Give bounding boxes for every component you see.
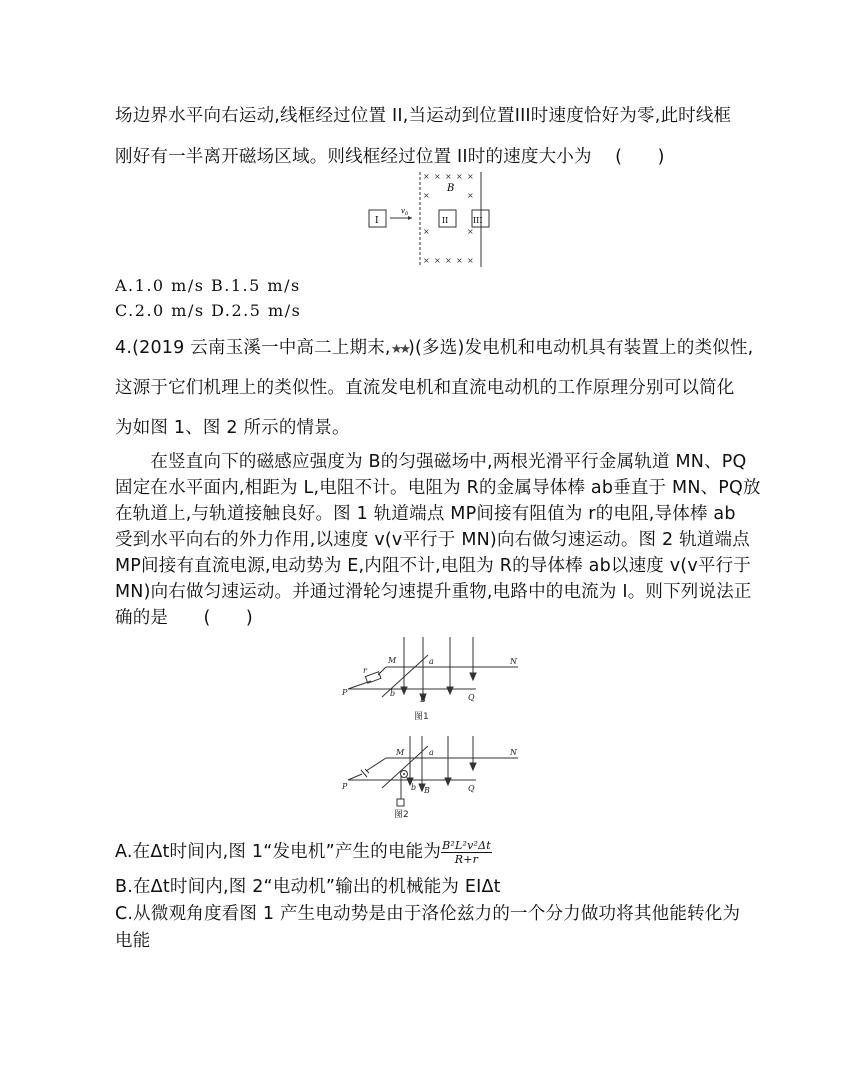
svg-text:×: ×	[423, 172, 430, 181]
resistor-r	[365, 672, 381, 683]
q4-para-line: MP间接有直流电源,电动势为 E,内阻不计,电阻为 R的导体棒 ab以速度 v(v平行于	[115, 556, 751, 576]
figure-2-motor	[338, 733, 528, 823]
q3-line1: 场边界水平向右运动,线框经过位置 II,当运动到位置III时速度恰好为零,此时线框	[115, 106, 732, 126]
svg-text:×: ×	[434, 172, 441, 181]
label-III: III	[473, 216, 483, 225]
figure-1-generator	[338, 632, 528, 727]
svg-text:×: ×	[423, 256, 430, 265]
svg-text:×: ×	[456, 172, 463, 181]
q4-option-b: B.在Δt时间内,图 2“电动机”输出的机械能为 EIΔt	[115, 877, 501, 897]
label-M: M	[396, 748, 405, 757]
label-b: b	[411, 783, 417, 792]
svg-text:×: ×	[456, 256, 463, 265]
svg-text:×: ×	[423, 191, 430, 200]
svg-text:×: ×	[434, 256, 441, 265]
figure-1-caption: 图1	[414, 712, 429, 722]
label-I: I	[375, 216, 379, 226]
svg-text:×: ×	[445, 256, 452, 265]
q4-para-line: 确的是 ( )	[115, 608, 253, 628]
label-N: N	[510, 748, 517, 757]
label-M: M	[388, 656, 397, 665]
q3-option-ab: A.1.0 m/s B.1.5 m/s	[115, 276, 301, 295]
label-P: P	[342, 782, 348, 791]
q4-line2: 这源于它们机理上的类似性。直流发电机和直流电动机的工作原理分别可以简化	[115, 378, 735, 398]
label-b: b	[390, 689, 396, 698]
svg-text:×: ×	[467, 256, 474, 265]
q4-option-a: A.在Δt时间内,图 1“发电机”产生的电能为 $\frac{\text{B²L²v²Δt}}{R+r}$	[115, 838, 491, 866]
svg-text:×: ×	[467, 227, 474, 236]
weight-block	[397, 799, 404, 806]
svg-text:×: ×	[423, 227, 430, 236]
label-r: r	[363, 666, 367, 675]
label-Q: Q	[468, 784, 475, 793]
q4-line3: 为如图 1、图 2 所示的情景。	[115, 418, 350, 438]
q4-para-line: 固定在水平面内,相距为 L,电阻不计。电阻为 R的金属导体棒 ab垂直于 MN、PQ放	[115, 478, 761, 498]
svg-text:×: ×	[467, 172, 474, 181]
q4-para-line: 在轨道上,与轨道接触良好。图 1 轨道端点 MP间接有阻值为 r的电阻,导体棒 ab	[115, 504, 736, 524]
label-a: a	[429, 657, 434, 666]
label-a: a	[429, 748, 434, 757]
figure-2-caption: 图2	[394, 810, 409, 820]
label-P: P	[342, 688, 348, 697]
label-II: II	[442, 216, 449, 225]
svg-text:×: ×	[467, 191, 474, 200]
q3-line2: 刚好有一半离开磁场区域。则线框经过位置 II时的速度大小为 ( )	[115, 147, 665, 167]
label-B: B	[424, 786, 430, 795]
label-B: B	[447, 183, 455, 194]
label-Q: Q	[468, 693, 475, 702]
label-B: B	[420, 695, 426, 704]
svg-text:×: ×	[445, 172, 452, 181]
label-N: N	[510, 657, 517, 666]
q4-para-line: MN)向右做匀速运动。并通过滑轮匀速提升重物,电路中的电流为 I。则下列说法正	[115, 582, 752, 602]
difficulty-star-icon: ★★	[390, 342, 408, 357]
option-a-fraction: $\frac{\text{B²L²v²Δt}}{R+r}$	[442, 838, 491, 866]
q3-option-cd: C.2.0 m/s D.2.5 m/s	[115, 301, 302, 320]
label-v0: $v_0$	[401, 207, 409, 217]
q4-option-c-line1: C.从微观角度看图 1 产生电动势是由于洛伦兹力的一个分力做功将其他能转化为	[115, 904, 741, 924]
field-arrows	[407, 736, 476, 791]
q4-para-line: 在竖直向下的磁感应强度为 B的匀强磁场中,两根光滑平行金属轨道 MN、PQ	[115, 452, 747, 472]
q4-option-c-line2: 电能	[115, 931, 151, 951]
q3-figure	[368, 170, 498, 270]
rod-ab	[382, 746, 428, 788]
q4-line1: 4.(2019 云南玉溪一中高二上期末,★★)(多选)发电机和电动机具有装置上的类似性,	[115, 338, 754, 358]
q4-para-line: 受到水平向右的外力作用,以速度 v(v平行于 MN)向右做匀速运动。图 2 轨道端点	[115, 530, 750, 550]
